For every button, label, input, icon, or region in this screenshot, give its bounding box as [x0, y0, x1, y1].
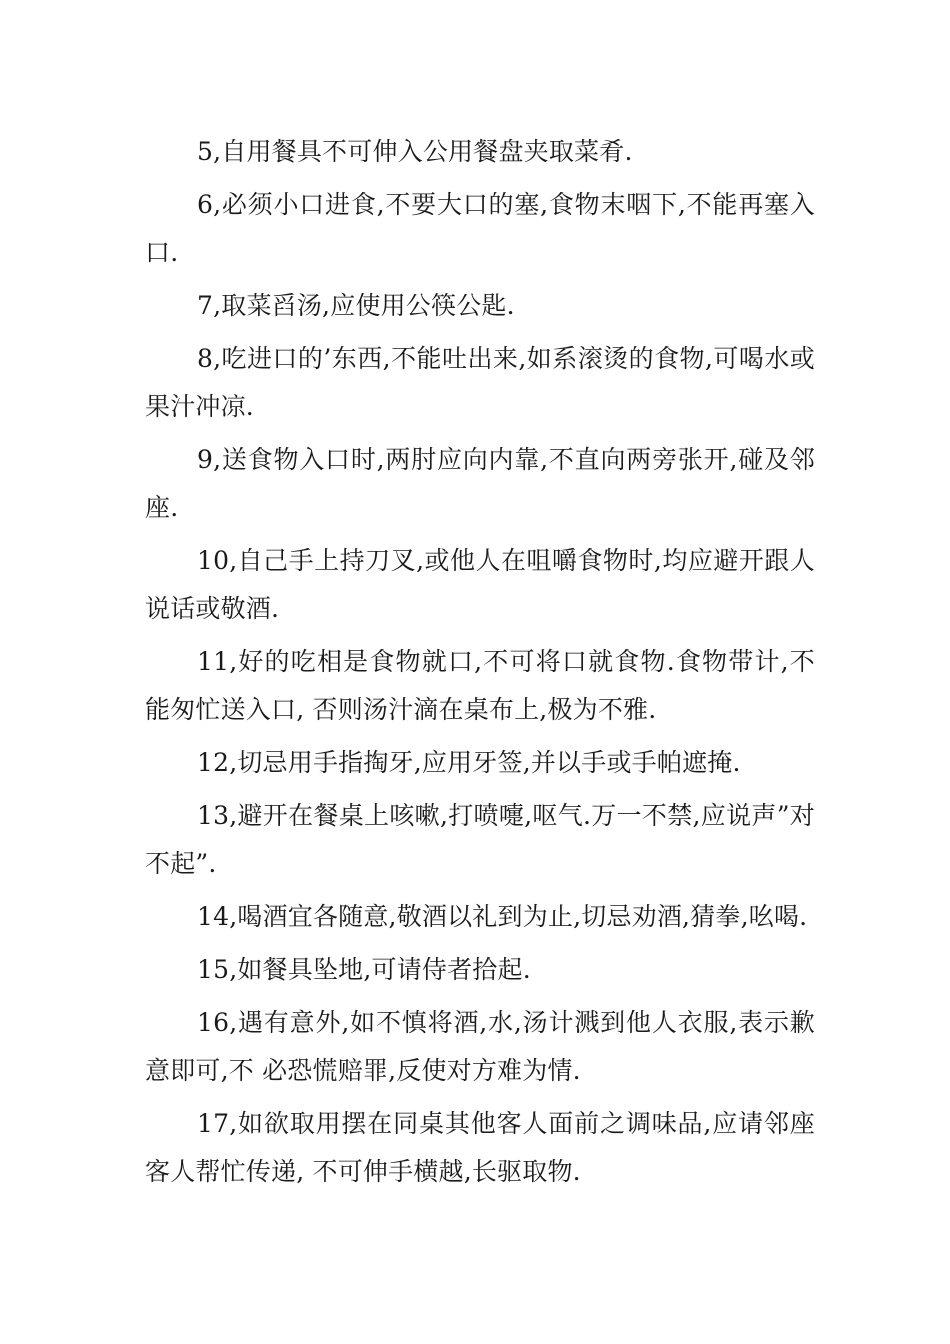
- paragraph-rule-6: 6,必须小口进食,不要大口的塞,食物末咽下,不能再塞入口.: [145, 190, 815, 267]
- paragraph-rule-10: 10,自己手上持刀叉,或他人在咀嚼食物时,均应避开跟人说话或敬酒.: [145, 546, 815, 623]
- paragraph-rule-9: 9,送食物入口时,两肘应向内靠,不直向两旁张开,碰及邻座.: [145, 445, 815, 522]
- paragraph-rule-5: 5,自用餐具不可伸入公用餐盘夹取菜肴.: [197, 137, 633, 166]
- paragraph-rule-17: 17,如欲取用摆在同桌其他客人面前之调味品,应请邻座客人帮忙传递, 不可伸手横越,长驱取物.: [145, 1109, 815, 1186]
- paragraph-rule-7: 7,取菜舀汤,应使用公筷公匙.: [197, 291, 515, 320]
- paragraph-rule-8: 8,吃进口的’东西,不能吐出来,如系滚烫的食物,可喝水或果汁冲凉.: [145, 344, 815, 421]
- paragraph-rule-11: 11,好的吃相是食物就口,不可将口就食物.食物带计,不能匆忙送入口, 否则汤汁滴在桌布上,极为不雅.: [145, 647, 815, 724]
- paragraph-rule-16: 16,遇有意外,如不慎将酒,水,汤计溅到他人衣服,表示歉意即可,不 必恐慌赔罪,反使对方难为情.: [145, 1008, 815, 1085]
- paragraph-rule-12: 12,切忌用手指掏牙,应用牙签,并以手或手帕遮掩.: [197, 748, 741, 777]
- paragraph-rule-14: 14,喝酒宜各随意,敬酒以礼到为止,切忌劝酒,猜拳,吆喝.: [197, 902, 808, 931]
- document-body: [145, 128, 815, 1201]
- paragraph-rule-15: 15,如餐具坠地,可请侍者拾起.: [197, 955, 531, 984]
- paragraph-rule-13: 13,避开在餐桌上咳嗽,打喷嚏,呕气.万一不禁,应说声”对不起”.: [145, 801, 815, 878]
